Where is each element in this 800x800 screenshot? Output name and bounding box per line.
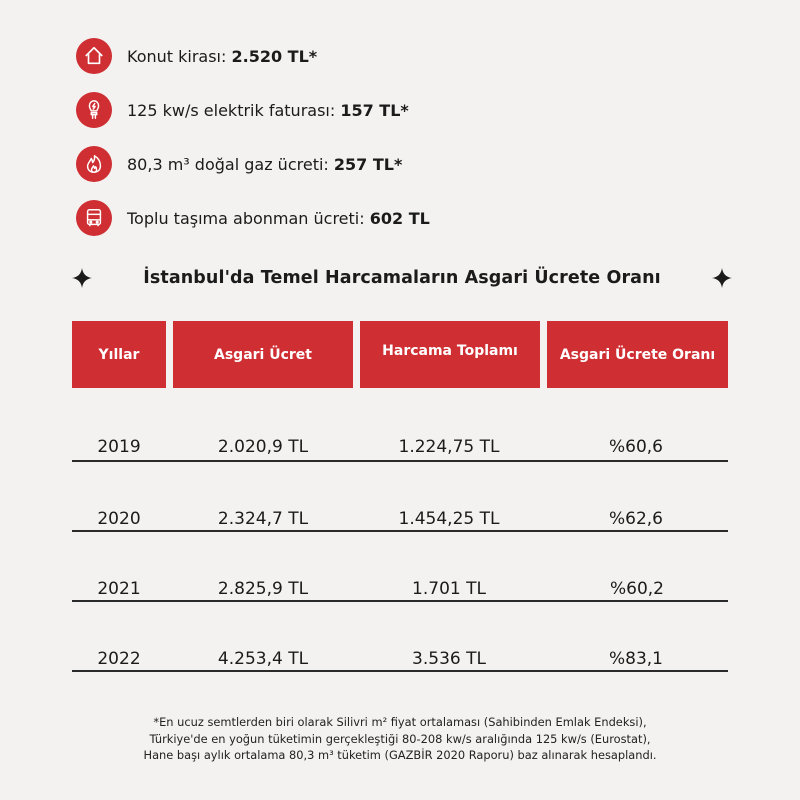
row-divider (72, 530, 728, 532)
cell-expense-total: 1.454,25 TL (398, 509, 500, 529)
expense-item-electricity (76, 92, 409, 128)
sparkle-icon (72, 268, 92, 288)
footnote-line: Hane başı aylık ortalama 80,3 m³ tüketim (GAZBİR 2020 Raporu) baz alınarak hesaplandı. (143, 748, 657, 762)
cell-expense-total: 1.224,75 TL (398, 437, 500, 457)
expense-label: Konut kirası: (127, 46, 232, 66)
cell-year: 2022 (97, 649, 141, 669)
table-title-row (72, 268, 732, 288)
table-title: İstanbul'da Temel Harcamaların Asgari Ücrete Oranı (143, 268, 661, 288)
electric-plug-icon (76, 92, 112, 128)
row-divider (72, 460, 728, 462)
column-header-ratio: Asgari Ücrete Oranı (547, 321, 728, 388)
cell-year: 2019 (97, 437, 141, 457)
cell-expense-total: 3.536 TL (412, 649, 486, 669)
expense-item-transport (76, 200, 430, 236)
footnote-line: Türkiye'de en yoğun tüketimin gerçekleştiği 80-208 kw/s aralığında 125 kw/s (Eurostat), (149, 731, 651, 746)
column-header-expense-total: Harcama Toplamı (360, 321, 540, 388)
bus-icon (76, 200, 112, 236)
cell-minimum-wage: 2.324,7 TL (217, 509, 309, 529)
expense-label: 80,3 m³ doğal gaz ücreti: (127, 154, 334, 174)
footnote-line: *En ucuz semtlerden biri olarak Silivri m² fiyat ortalaması (Sahibinden Emlak Endeksi), (153, 715, 647, 729)
cell-minimum-wage: 2.020,9 TL (217, 437, 309, 457)
column-header-year: Yıllar (72, 321, 166, 388)
cell-minimum-wage: 2.825,9 TL (217, 579, 309, 599)
cell-year: 2020 (97, 509, 141, 529)
row-divider (72, 670, 728, 672)
cell-ratio: %62,6 (608, 509, 664, 529)
cell-ratio: %83,1 (608, 649, 664, 669)
expense-label: Toplu taşıma abonman ücreti: (127, 208, 370, 228)
expense-item-gas (76, 146, 402, 182)
flame-icon (76, 146, 112, 182)
house-icon (76, 38, 112, 74)
row-divider (72, 600, 728, 602)
cell-ratio: %60,6 (608, 437, 664, 457)
expense-value: 257 TL* (333, 154, 403, 174)
footnote (0, 714, 800, 764)
sparkle-icon (712, 268, 732, 288)
cell-year: 2021 (97, 579, 141, 599)
expense-item-rent (76, 38, 317, 74)
expense-value: 2.520 TL* (231, 46, 318, 66)
expense-value: 602 TL (369, 208, 430, 228)
column-header-minimum-wage: Asgari Ücret (173, 321, 353, 388)
cell-minimum-wage: 4.253,4 TL (217, 649, 309, 669)
cell-expense-total: 1.701 TL (412, 579, 486, 599)
expense-label: 125 kw/s elektrik faturası: (127, 100, 341, 120)
cell-ratio: %60,2 (609, 579, 665, 599)
expense-value: 157 TL* (340, 100, 409, 120)
